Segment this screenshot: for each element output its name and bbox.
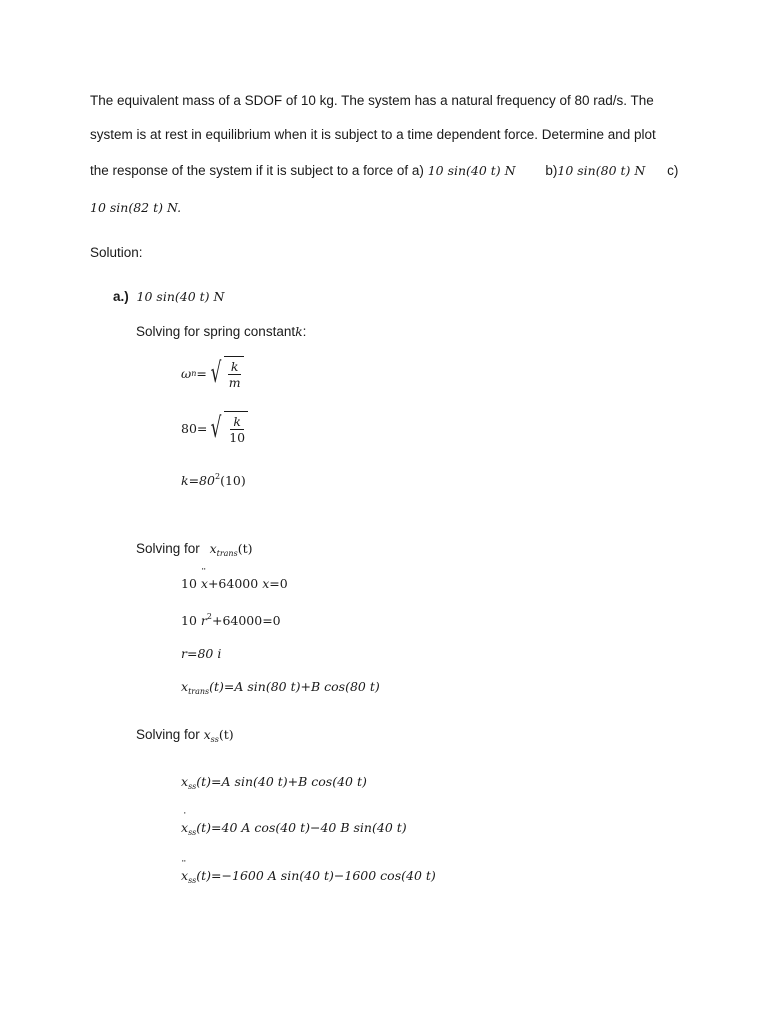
eq-k-exp: 2	[214, 472, 221, 481]
ss-eq-2: x $˙_{ss}(t)=40$ A cos(40 t)−40 B sin(40 t)	[181, 820, 407, 837]
force-c-inline: 10 sin(82 t) N.	[90, 200, 182, 215]
spring-heading-text: Solving for spring constant	[136, 324, 296, 339]
label-c: c)	[667, 163, 679, 178]
ss-eq3-rhs: (t)=−1600 A sin(40 t)−1600 cos(40 t)	[196, 868, 436, 883]
omega-frac-den: m	[228, 375, 241, 390]
problem-line-3	[90, 163, 678, 178]
omega-subscript: n	[191, 368, 197, 378]
part-a-force: 10 sin(40 t) N	[136, 289, 225, 304]
ss-eq-1: $x_{ss}(t)=A$ sin(40 t)+B cos(40 t)	[181, 774, 367, 791]
trans-eq2-exp: 2	[206, 612, 212, 621]
eq80-frac-num: k	[230, 414, 244, 430]
omega-frac-num: k	[228, 359, 242, 375]
trans-eq1-term: +64000	[207, 576, 259, 591]
spring-heading	[136, 324, 306, 339]
trans-arg: (t)	[237, 541, 253, 556]
trans-eq1-coef: 10	[181, 576, 197, 591]
ss-eq3-sub: ss	[188, 876, 197, 885]
eq80-frac-den: 10	[229, 430, 246, 445]
ss-eq1-sub: ss	[188, 782, 197, 791]
trans-sub: trans	[216, 549, 238, 558]
problem-line-1: The equivalent mass of a SDOF of 10 kg. The system has a natural frequency of 80 rad/s. The	[90, 93, 654, 108]
problem-line-2: system is at rest in equilibrium when it is subject to a time dependent force. Determine and plot	[90, 127, 656, 142]
equation-k	[181, 472, 246, 488]
ss-heading-text: Solving for	[136, 727, 200, 742]
trans-var: x	[209, 541, 217, 556]
eq-k-tail: (10)	[220, 473, 246, 488]
spring-colon: :	[302, 324, 307, 339]
ss-eq2-sub: ss	[188, 828, 197, 837]
ss-eq2-rhs: (t)=40 A cos(40 t)−40 B sin(40 t)	[196, 820, 407, 835]
spring-var: k	[295, 324, 303, 339]
part-a-label: a.)	[113, 289, 129, 304]
trans-heading	[136, 541, 252, 558]
trans-eq2-rest: +64000=0	[211, 613, 281, 628]
ss-heading-arg: (t)	[218, 727, 234, 742]
ss-eq-3: x $¨_{ss}(t)=-1600$ A sin(40 t)−1600 cos(40 t)	[181, 868, 436, 885]
trans-eq4-rhs: (t)=A sin(80 t)+B cos(80 t)	[209, 679, 380, 694]
force-a-inline: 10 sin(40 t) N	[427, 163, 516, 178]
equation-80: 80= √ $\frac{k}{10}$	[181, 411, 248, 445]
omega-symbol: ω	[181, 365, 192, 381]
equation-omega: ω n = √ $\frac{k}{m}$	[181, 356, 244, 390]
ss-heading-sub: ss	[210, 735, 219, 744]
trans-eq4-sub: trans	[188, 687, 210, 696]
trans-eq-2: 10 $r^2+64000=0$	[181, 612, 281, 628]
trans-eq-1: 10 x ¨+64000 x=0	[181, 576, 288, 591]
force-b-inline: 10 sin(80 t) N	[557, 163, 646, 178]
eq80-lhs: 80=	[181, 420, 208, 436]
solution-label: Solution:	[90, 245, 143, 260]
trans-eq2-coef: 10	[181, 613, 197, 628]
trans-eq-3: r=80 i	[181, 646, 222, 661]
trans-heading-text: Solving for	[136, 541, 200, 556]
trans-eq1-rhs: =0	[269, 576, 288, 591]
eq-k-main: k=80	[181, 473, 215, 488]
label-b: b)	[545, 163, 558, 178]
trans-eq-4: $x_{trans}(t)=A$ sin(80 t)+B cos(80 t)	[181, 679, 380, 696]
ss-eq1-rhs: (t)=A sin(40 t)+B cos(40 t)	[196, 774, 367, 789]
ss-heading: Solving for $x_{ss}(t)$	[136, 727, 234, 744]
part-a-heading	[113, 289, 224, 304]
problem-line-3-text: the response of the system if it is subject to a force of a)	[90, 163, 424, 178]
